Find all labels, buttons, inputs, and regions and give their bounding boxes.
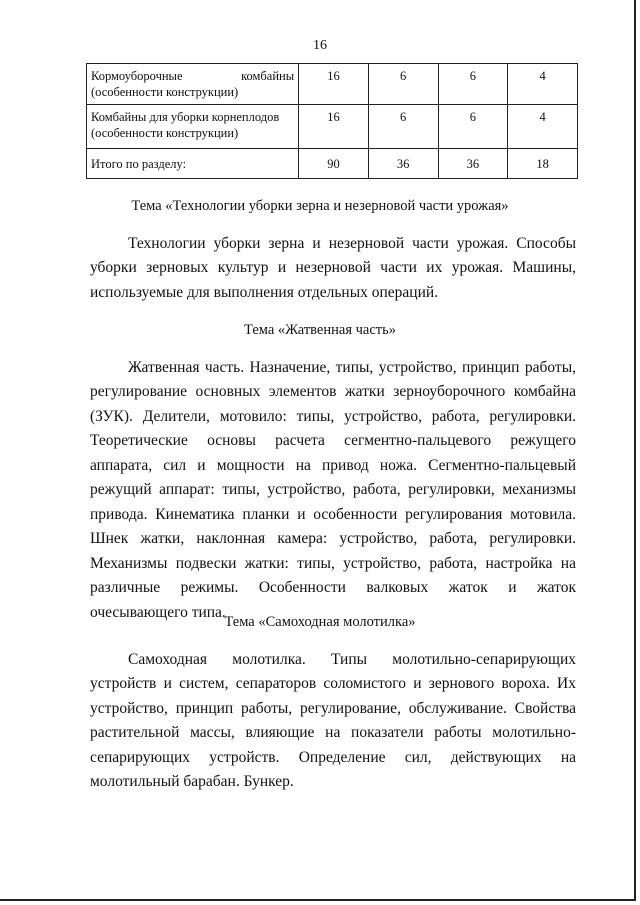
section-paragraph: Технологии уборки зерна и незерновой части урожая. Способы уборки зерновых культур и незерновой части их урожая. Машины, используемые для выполнения отдельных операций. [90, 234, 576, 301]
table-cell-value: 90 [299, 149, 369, 179]
table-cell-value: 6 [368, 105, 438, 149]
table-cell-value: 16 [299, 64, 369, 105]
page-number: 16 [313, 38, 327, 53]
table-row [87, 64, 578, 105]
section-heading: Тема «Жатвенная часть» [244, 322, 396, 338]
name-line: Кормоуборочные комбайны [91, 69, 295, 83]
table-cell-value: 36 [438, 149, 508, 179]
section-heading: Тема «Технологии уборки зерна и незерновой части урожая» [131, 198, 509, 214]
name-line: (особенности конструкции) [91, 126, 239, 140]
section-heading: Тема «Самоходная молотилка» [224, 614, 416, 630]
table-cell-value: 16 [299, 105, 369, 149]
name-line: (особенности конструкции) [91, 85, 239, 99]
table-cell-value: 36 [368, 149, 438, 179]
table-cell-value: 6 [438, 64, 508, 105]
section-paragraph: Жатвенная часть. Назначение, типы, устройство, принцип работы, регулирование основных элементов жатки зерноуборочного комбайна (ЗУК). Делители, мотовило: типы, устройство, работа, регулировки. Теоретические основы расчета сегментно-пальцевого режущего аппарата, сил и мощности на привод ножа. Сегментно-пальцевый режущий аппарат: типы, устройство, работа, регулировки, механизмы привода. Кинематика планки и особенности регулирования мотовила. Шнек жатки, наклонная камера: устройство, работа, регулировки. Механизмы подвески жатки: типы, устройство, работа, настройка на различные режимы. Особенности валковых жаток и жаток очесывающего типа. [90, 358, 576, 621]
section-paragraph: Самоходная молотилка. Типы молотильно-сепарирующих устройств и систем, сепараторов соломистого и зернового вороха. Их устройство, принцип работы, регулирование, обслуживание. Свойства растительной массы, влияющие на показатели работы молотильно-сепарирующих устройств. Определение сил, действующих на молотильный барабан. Бункер. [90, 650, 576, 790]
name-line: Комбайны для уборки корнеплодов [91, 110, 280, 124]
table-row [87, 105, 578, 149]
table-cell-value: 6 [438, 105, 508, 149]
name-line: Итого по разделу: [91, 157, 187, 171]
table-cell-value: 4 [508, 64, 578, 105]
hours-table [86, 63, 578, 179]
table-cell-name [87, 105, 299, 149]
table-row [87, 149, 578, 179]
table-cell-name [87, 64, 299, 105]
table-cell-name [87, 149, 299, 179]
table-cell-value: 18 [508, 149, 578, 179]
table-cell-value: 4 [508, 105, 578, 149]
table-cell-value: 6 [368, 64, 438, 105]
